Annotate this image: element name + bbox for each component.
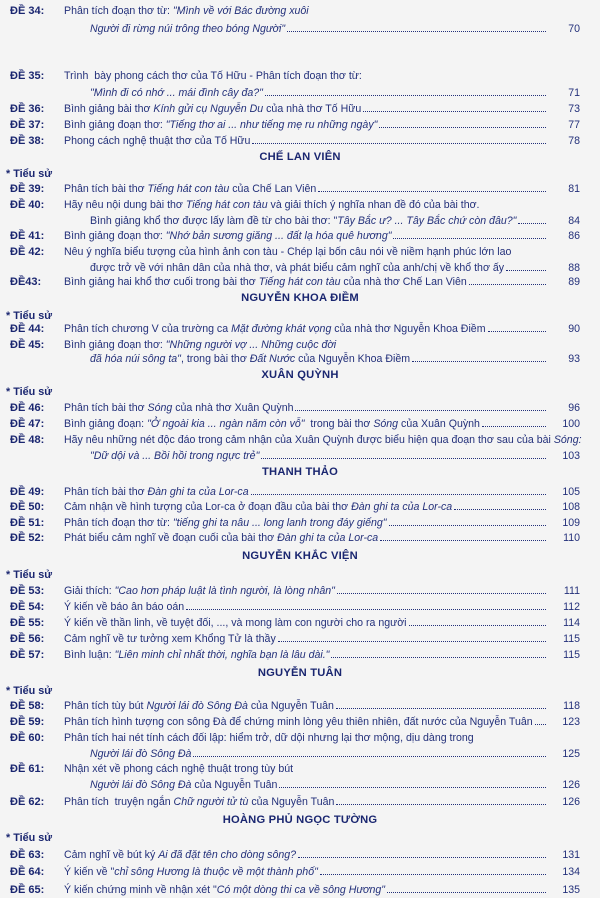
section-heading: NGUYỄN KHOA ĐIỀM <box>241 292 359 304</box>
entry-title <box>64 134 548 148</box>
toc-entry <box>0 352 600 366</box>
entry-number: ĐỀ 50: <box>10 501 45 513</box>
section-heading: CHẾ LAN VIÊN <box>259 151 341 163</box>
entry-number: ĐỀ 61: <box>10 763 45 775</box>
entry-title <box>64 762 548 776</box>
entry-title <box>64 731 548 745</box>
entry-title <box>64 229 548 243</box>
subsection-label: * Tiểu sử <box>6 310 53 322</box>
entry-number: ĐỀ 38: <box>10 135 45 147</box>
entry-title <box>64 118 548 132</box>
toc-entry <box>0 22 600 36</box>
entry-number: ĐỀ 47: <box>10 418 45 430</box>
entry-text: Sóng <box>147 402 173 414</box>
dot-leader <box>409 616 546 626</box>
dot-leader <box>482 417 546 427</box>
entry-text: Sóng <box>373 418 399 430</box>
page-number: 96 <box>568 402 580 414</box>
dot-leader <box>261 449 546 459</box>
entry-title <box>64 485 548 499</box>
entry-title <box>64 322 548 336</box>
entry-text: "Dữ dội và ... Bồi hồi trong ngực trẻ" <box>90 450 260 462</box>
toc-entry <box>0 731 600 745</box>
entry-title <box>64 417 548 431</box>
toc-entry <box>0 417 600 431</box>
entry-number: ĐỀ 42: <box>10 246 45 258</box>
dot-leader <box>252 134 546 144</box>
entry-text: của nhà thơ Tố Hữu <box>263 103 362 115</box>
entry-number: ĐỀ 65: <box>10 884 45 896</box>
entry-text: Phân tích bài thơ <box>64 486 148 498</box>
entry-number: ĐỀ 51: <box>10 517 45 529</box>
entry-text: Bình giảng bài thơ <box>64 103 154 115</box>
toc-entry <box>0 584 600 598</box>
entry-text: của nhà thơ Xuân Quỳnh <box>172 402 294 414</box>
entry-text: Ý kiến chứng minh về nhận xét " <box>64 884 217 896</box>
entry-text: Người lái đò Sông Đà <box>90 779 192 791</box>
page-number: 126 <box>562 779 580 791</box>
entry-text: chỉ sông Hương là thuộc về một thành phố" <box>114 866 318 878</box>
entry-text: Cảm nghĩ về tư tưởng xem Khổng Tử là thầy <box>64 633 276 645</box>
entry-number: ĐỀ 56: <box>10 633 45 645</box>
toc-entry <box>0 747 600 761</box>
page-number: 81 <box>568 183 580 195</box>
section-heading: XUÂN QUỲNH <box>261 369 339 381</box>
entry-text: Bình giảng khổ thơ được lấy làm đề từ cho bài thơ: " <box>90 215 338 227</box>
entry-text: "Mình về với Bác đường xuôi <box>172 5 309 17</box>
entry-text: Chữ người tử tù <box>173 796 249 808</box>
toc-entry <box>0 516 600 530</box>
dot-leader <box>469 275 546 285</box>
entry-text: Bình luận: <box>64 649 115 661</box>
entry-text: Bình giảng đoạn thơ: <box>64 339 166 351</box>
entry-title <box>64 865 548 879</box>
toc-entry <box>0 134 600 148</box>
entry-title <box>90 261 548 275</box>
entry-text: Cảm nhận về hình tượng của Lor-ca ở đoạn đầu của bài thơ <box>64 501 352 513</box>
entry-text: của nhà thơ Nguyễn Khoa Điềm <box>331 323 486 335</box>
dot-leader <box>320 865 546 875</box>
entry-number: ĐỀ 37: <box>10 119 45 131</box>
toc-entry <box>0 632 600 646</box>
entry-title <box>64 245 548 259</box>
entry-text: "Ở ngoài kia ... ngàn năm còn vỗ" <box>147 418 305 430</box>
entry-text: Trình bày phong cách thơ của Tố Hữu - Phân tích đoạn thơ từ: <box>64 70 362 82</box>
toc-entry <box>0 198 600 212</box>
entry-text: Phân tích hình tượng con sông Đà để chứng minh lòng yêu thiên nhiên, đất nước của Nguyễn Tuân <box>64 716 533 728</box>
toc-entry <box>0 648 600 662</box>
entry-number: ĐỀ 46: <box>10 402 45 414</box>
entry-text: Phân tích bài thơ <box>64 402 148 414</box>
subsection-label: * Tiểu sử <box>6 569 53 581</box>
entry-text: Ý kiến về thần linh, về tuyệt đối, ..., và mong làm con người cho ra người <box>64 617 407 629</box>
dot-leader <box>336 699 546 709</box>
page-number: 109 <box>562 517 580 529</box>
entry-text: của Nguyễn Khoa Điềm <box>295 353 411 365</box>
dot-leader <box>186 600 546 610</box>
entry-text: Bình giảng hai khổ thơ cuối trong bài thơ <box>64 276 259 288</box>
dot-leader <box>363 102 546 112</box>
toc-entry <box>0 245 600 259</box>
entry-text: Bình giảng đoạn thơ: <box>64 230 166 242</box>
entry-number: ĐỀ 58: <box>10 700 45 712</box>
toc-entry <box>0 485 600 499</box>
entry-number: ĐỀ 53: <box>10 585 45 597</box>
toc-entry <box>0 699 600 713</box>
toc-entry <box>0 531 600 545</box>
page-number: 100 <box>562 418 580 430</box>
page-number: 84 <box>568 215 580 227</box>
dot-leader <box>331 648 546 658</box>
dot-leader <box>265 86 546 96</box>
entry-title <box>64 715 548 729</box>
entry-number: ĐỀ 40: <box>10 199 45 211</box>
entry-number: ĐỀ43: <box>10 276 42 288</box>
page-number: 78 <box>568 135 580 147</box>
entry-text: của nhà thơ Chế Lan Viên <box>340 276 467 288</box>
section-heading: HOÀNG PHỦ NGỌC TƯỜNG <box>222 814 378 826</box>
entry-text: Hãy nêu những nét độc đáo trong cảm nhận của Xuân Quỳnh được biểu hiện qua đoạn thơ sau của bài <box>64 434 554 446</box>
page-number: 89 <box>568 276 580 288</box>
page-number: 90 <box>568 323 580 335</box>
entry-text: Phân tích bài thơ <box>64 183 148 195</box>
dot-leader <box>454 500 546 510</box>
entry-text: Đất Nước <box>249 353 296 365</box>
page-number: 115 <box>563 633 580 645</box>
dot-leader <box>380 531 546 541</box>
entry-title <box>64 338 548 352</box>
entry-text: Tiếng hát con tàu <box>147 183 230 195</box>
toc-entry <box>0 118 600 132</box>
entry-text: đã hóa núi sông ta" <box>90 353 181 365</box>
dot-leader <box>298 848 546 858</box>
toc-entry <box>0 4 600 18</box>
entry-text: của Xuân Quỳnh <box>398 418 480 430</box>
entry-text: Phân tích truyện ngắn <box>64 796 174 808</box>
entry-title <box>64 648 548 662</box>
entry-text: Giải thích: <box>64 585 115 597</box>
entry-text: Người lái đò Sông Đà <box>146 700 248 712</box>
page-number: 93 <box>568 353 580 365</box>
entry-title <box>64 198 548 212</box>
entry-text: "tiếng ghi ta nâu ... long lanh trong đáy giếng" <box>172 517 387 529</box>
entry-text: Có một dòng thi ca về sông Hương" <box>216 884 386 896</box>
dot-leader <box>518 214 546 224</box>
page-number: 105 <box>562 486 580 498</box>
dot-leader <box>337 584 546 594</box>
dot-leader <box>279 778 546 788</box>
entry-title <box>64 69 548 83</box>
dot-leader <box>506 261 546 271</box>
entry-text: Đàn ghi ta của Lor-ca <box>351 501 453 513</box>
entry-text: Phân tích tùy bút <box>64 700 147 712</box>
entry-text: Phát biểu cảm nghĩ về đoạn cuối của bài thơ <box>64 532 278 544</box>
page-number: 71 <box>568 87 580 99</box>
entry-text: Sóng: <box>553 434 582 446</box>
page-number: 88 <box>568 262 580 274</box>
entry-title <box>90 747 548 761</box>
toc-entry <box>0 715 600 729</box>
dot-leader <box>336 795 546 805</box>
entry-title <box>64 616 548 630</box>
subsection-label: * Tiểu sử <box>6 386 53 398</box>
page-number: 86 <box>568 230 580 242</box>
dot-leader <box>393 229 546 239</box>
entry-number: ĐỀ 64: <box>10 866 45 878</box>
entry-title <box>64 699 548 713</box>
dot-leader <box>535 715 546 725</box>
entry-text: Kính gửi cụ Nguyễn Du <box>153 103 264 115</box>
dot-leader <box>278 632 546 642</box>
entry-text: Hãy nêu nội dung bài thơ <box>64 199 186 211</box>
entry-title <box>64 275 548 289</box>
subsection-label: * Tiểu sử <box>6 685 53 697</box>
entry-text: "Những người vợ ... Những cuộc đời <box>165 339 337 351</box>
entry-number: ĐỀ 62: <box>10 796 45 808</box>
entry-number: ĐỀ 63: <box>10 849 45 861</box>
entry-number: ĐỀ 35: <box>10 70 45 82</box>
entry-text: Phân tích đoạn thơ từ: <box>64 517 173 529</box>
entry-title <box>64 4 548 18</box>
dot-leader <box>389 516 546 526</box>
entry-text: Mặt đường khát vọng <box>231 323 332 335</box>
toc-entry <box>0 433 600 447</box>
page-number: 126 <box>562 796 580 808</box>
entry-number: ĐỀ 36: <box>10 103 45 115</box>
entry-title <box>64 401 548 415</box>
dot-leader <box>287 22 546 32</box>
dot-leader <box>295 401 546 411</box>
toc-entry <box>0 86 600 100</box>
page-number: 103 <box>562 450 580 462</box>
entry-number: ĐỀ 52: <box>10 532 45 544</box>
entry-text: trong bài thơ <box>304 418 374 430</box>
page-number: 134 <box>562 866 580 878</box>
entry-title <box>90 22 548 36</box>
entry-title <box>64 632 548 646</box>
entry-number: ĐỀ 48: <box>10 434 45 446</box>
section-heading: NGUYỄN KHẮC VIỆN <box>242 550 358 562</box>
entry-text: "Cao hơn pháp luật là tình người, là lòng nhân" <box>114 585 335 597</box>
entry-title <box>90 214 548 228</box>
toc-entry <box>0 322 600 336</box>
entry-text: và giải thích ý nghĩa nhan đề đó của bài thơ. <box>267 199 480 211</box>
toc-entry <box>0 261 600 275</box>
entry-title <box>64 433 582 447</box>
toc-entry <box>0 883 600 897</box>
entry-title <box>90 352 548 366</box>
entry-title <box>64 883 548 897</box>
subsection-label: * Tiểu sử <box>6 832 53 844</box>
entry-number: ĐỀ 60: <box>10 732 45 744</box>
entry-title <box>64 531 548 545</box>
entry-text: Phong cách nghệ thuật thơ của Tố Hữu <box>64 135 251 147</box>
entry-number: ĐỀ 34: <box>10 5 45 17</box>
entry-text: Ý kiến về " <box>64 866 115 878</box>
toc-entry <box>0 102 600 116</box>
entry-text: của Nguyễn Tuân <box>247 700 334 712</box>
entry-title <box>64 848 548 862</box>
entry-text: Ý kiến về báo ân báo oán <box>64 601 185 613</box>
entry-title <box>64 182 548 196</box>
entry-text: Bình giảng đoạn thơ: <box>64 119 166 131</box>
entry-text: Người lái đò Sông Đà <box>90 748 192 760</box>
entry-text: Phân tích hai nét tính cách đối lập: hiểm trở, dữ dội nhưng lại thơ mộng, dịu dàng trong <box>64 732 474 744</box>
dot-leader <box>251 485 546 495</box>
toc-entry <box>0 795 600 809</box>
entry-title <box>90 778 548 792</box>
entry-text: Ai đã đặt tên cho dòng sông? <box>158 849 297 861</box>
toc-entry <box>0 69 600 83</box>
entry-text: Đàn ghi ta của Lor-ca <box>277 532 379 544</box>
entry-text: Người đi rừng núi trông theo bóng Người" <box>90 23 286 35</box>
entry-title <box>64 584 548 598</box>
entry-text: "Nhớ bản sương giăng ... đất lạ hóa quê hương" <box>165 230 392 242</box>
entry-text: , trong bài thơ <box>180 353 250 365</box>
toc-entry <box>0 275 600 289</box>
entry-text: "Tiếng thơ ai ... như tiếng mẹ ru những ngày" <box>165 119 378 131</box>
entry-number: ĐỀ 44: <box>10 323 45 335</box>
entry-number: ĐỀ 45: <box>10 339 45 351</box>
entry-number: ĐỀ 57: <box>10 649 45 661</box>
toc-entry <box>0 616 600 630</box>
section-heading: NGUYỄN TUÂN <box>257 667 343 679</box>
subsection-label: * Tiểu sử <box>6 168 53 180</box>
entry-number: ĐỀ 54: <box>10 601 45 613</box>
entry-title <box>64 600 548 614</box>
toc-entry <box>0 848 600 862</box>
entry-title <box>64 500 548 514</box>
page-number: 125 <box>562 748 580 760</box>
page-number: 114 <box>563 617 580 629</box>
page-number: 112 <box>563 601 580 613</box>
dot-leader <box>387 883 546 893</box>
page-number: 77 <box>568 119 580 131</box>
entry-number: ĐỀ 59: <box>10 716 45 728</box>
entry-number: ĐỀ 39: <box>10 183 45 195</box>
dot-leader <box>412 352 546 362</box>
toc-entry <box>0 865 600 879</box>
page-number: 73 <box>568 103 580 115</box>
page-number: 135 <box>562 884 580 896</box>
entry-text: Nêu ý nghĩa biểu tượng của hình ảnh con tàu - Chép lại bốn câu nói về niềm hạnh phúc lớn lao <box>64 246 512 258</box>
page-number: 110 <box>563 532 580 544</box>
toc-entry <box>0 338 600 352</box>
toc-entry <box>0 214 600 228</box>
entry-text: Đàn ghi ta của Lor-ca <box>147 486 249 498</box>
page-number: 115 <box>563 649 580 661</box>
toc-entry <box>0 600 600 614</box>
entry-text: của Chế Lan Viên <box>229 183 317 195</box>
entry-title <box>64 795 548 809</box>
section-heading: THANH THẢO <box>262 466 338 478</box>
entry-text: của Nguyễn Tuân <box>191 779 278 791</box>
dot-leader <box>488 322 546 332</box>
dot-leader <box>193 747 546 757</box>
entry-number: ĐỀ 41: <box>10 230 45 242</box>
entry-text: của Nguyễn Tuân <box>248 796 335 808</box>
entry-title <box>90 86 548 100</box>
toc-entry <box>0 778 600 792</box>
toc-entry <box>0 401 600 415</box>
toc-entry <box>0 762 600 776</box>
dot-leader <box>379 118 546 128</box>
page-number: 108 <box>562 501 580 513</box>
toc-entry <box>0 229 600 243</box>
entry-text: Tiếng hát con tàu <box>185 199 268 211</box>
entry-number: ĐỀ 49: <box>10 486 45 498</box>
page-number: 123 <box>562 716 580 728</box>
toc-entry <box>0 182 600 196</box>
entry-title <box>90 449 548 463</box>
page-number: 118 <box>563 700 580 712</box>
entry-title <box>64 516 548 530</box>
entry-text: "Liên minh chỉ nhất thời, nghĩa bạn là lâu dài." <box>114 649 330 661</box>
entry-text: Bình giảng đoạn: <box>64 418 148 430</box>
entry-text: Cảm nghĩ về bút ký <box>64 849 159 861</box>
toc-entry <box>0 449 600 463</box>
page-number: 111 <box>563 585 580 597</box>
entry-text: Phân tích đoạn thơ từ: <box>64 5 173 17</box>
entry-text: Tây Bắc ư? ... Tây Bắc chứ còn đâu?" <box>337 215 517 227</box>
page-number: 70 <box>568 23 580 35</box>
entry-text: được trở về với nhân dân của nhà thơ, và phát biểu cảm nghĩ của anh/chị về khổ thơ ấy <box>90 262 505 274</box>
toc-entry <box>0 500 600 514</box>
entry-text: Tiếng hát con tàu <box>258 276 341 288</box>
entry-text: "Mình đi có nhớ ... mái đình cây đa?" <box>90 87 263 99</box>
dot-leader <box>318 182 546 192</box>
entry-number: ĐỀ 55: <box>10 617 45 629</box>
entry-title <box>64 102 548 116</box>
entry-text: Phân tích chương V của trường ca <box>64 323 232 335</box>
entry-text: Nhận xét về phong cách nghệ thuật trong tùy bút <box>64 763 294 775</box>
page-number: 131 <box>562 849 580 861</box>
